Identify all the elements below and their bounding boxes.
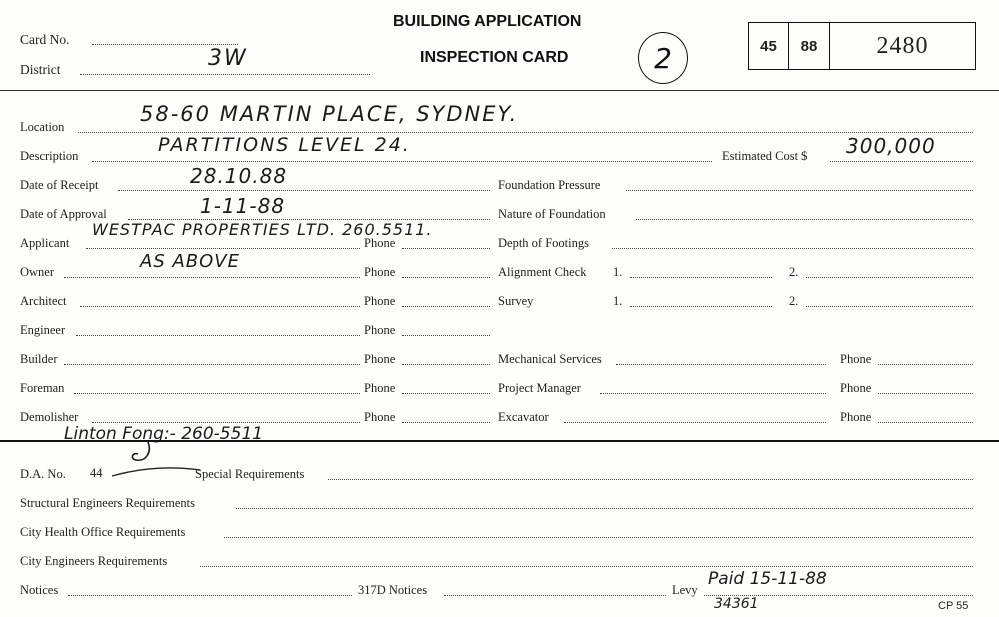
contact-note-flourish	[126, 440, 166, 466]
number-box-2: 88	[789, 23, 830, 69]
district-value: 3W	[208, 46, 248, 71]
foreman-phone-line[interactable]	[402, 393, 490, 394]
location-label: Location	[20, 120, 65, 134]
owner-line[interactable]	[64, 277, 360, 278]
owner-label: Owner	[20, 265, 55, 279]
owner-phone-label: Phone	[364, 265, 396, 279]
alignment-check-label: Alignment Check	[498, 265, 587, 279]
district-line[interactable]	[80, 74, 370, 75]
engineer-phone-line[interactable]	[402, 335, 490, 336]
circled-number: 2	[638, 32, 688, 84]
mechanical-phone-line[interactable]	[878, 364, 973, 365]
number-box-3: 2480	[876, 32, 929, 59]
special-requirements-label: Special Requirements	[195, 467, 305, 481]
excavator-phone-label: Phone	[840, 410, 872, 424]
da-no-label: D.A. No.	[20, 467, 66, 481]
architect-phone-line[interactable]	[402, 306, 490, 307]
builder-phone-line[interactable]	[402, 364, 490, 365]
location-line[interactable]	[78, 132, 973, 133]
excavator-line[interactable]	[564, 422, 826, 423]
applicant-phone-line[interactable]	[402, 248, 490, 249]
receipt-value: 28.10.88	[190, 164, 288, 188]
health-label: City Health Office Requirements	[20, 525, 186, 539]
excavator-phone-line[interactable]	[878, 422, 973, 423]
health-line[interactable]	[224, 537, 973, 538]
alignment-item-1: 1.	[613, 265, 623, 279]
engineer-phone-label: Phone	[364, 323, 396, 337]
contact-note: Linton Fong:- 260-5511	[64, 424, 264, 444]
mechanical-phone-label: Phone	[840, 352, 872, 366]
depth-footings-line[interactable]	[612, 248, 973, 249]
owner-value: AS ABOVE	[140, 251, 240, 272]
foreman-label: Foreman	[20, 381, 65, 395]
engineer-line[interactable]	[76, 335, 360, 336]
survey-line-2[interactable]	[806, 306, 973, 307]
location-value: 58-60 MARTIN PLACE, SYDNEY.	[140, 102, 519, 126]
foundation-pressure-line[interactable]	[626, 190, 973, 191]
survey-item-1: 1.	[613, 294, 623, 308]
application-number-box	[748, 22, 976, 70]
nature-foundation-line[interactable]	[636, 219, 973, 220]
receipt-label: Date of Receipt	[20, 178, 99, 192]
form-code: CP 55	[938, 600, 969, 612]
applicant-value: WESTPAC PROPERTIES LTD. 260.5511.	[92, 220, 433, 239]
da-no-value: 44	[90, 466, 103, 480]
district-label: District	[20, 62, 61, 77]
title-line-2: INSPECTION CARD	[420, 49, 569, 66]
project-manager-line[interactable]	[600, 393, 826, 394]
notices-line[interactable]	[68, 595, 352, 596]
survey-line-1[interactable]	[630, 306, 772, 307]
mechanical-services-label: Mechanical Services	[498, 352, 602, 366]
approval-label: Date of Approval	[20, 207, 107, 221]
header-rule	[0, 90, 999, 91]
project-manager-phone-line[interactable]	[878, 393, 973, 394]
demolisher-label: Demolisher	[20, 410, 79, 424]
description-label: Description	[20, 149, 79, 163]
alignment-item-2: 2.	[789, 265, 799, 279]
builder-label: Builder	[20, 352, 58, 366]
alignment-line-1[interactable]	[630, 277, 772, 278]
description-line[interactable]	[92, 161, 712, 162]
foreman-line[interactable]	[74, 393, 360, 394]
foreman-phone-label: Phone	[364, 381, 396, 395]
levy-note: 34361	[714, 596, 759, 612]
estimated-cost-label: Estimated Cost $	[722, 149, 808, 163]
section-rule	[0, 440, 999, 442]
description-value: PARTITIONS LEVEL 24.	[158, 134, 411, 156]
architect-phone-label: Phone	[364, 294, 396, 308]
architect-label: Architect	[20, 294, 67, 308]
applicant-phone-label: Phone	[364, 236, 396, 250]
levy-label: Levy	[672, 583, 698, 597]
engineer-label: Engineer	[20, 323, 66, 337]
demolisher-line[interactable]	[92, 422, 360, 423]
notices-317d-line[interactable]	[444, 595, 666, 596]
builder-line[interactable]	[64, 364, 360, 365]
applicant-label: Applicant	[20, 236, 70, 250]
special-requirements-line[interactable]	[328, 479, 973, 480]
applicant-line[interactable]	[86, 248, 360, 249]
mechanical-services-line[interactable]	[616, 364, 826, 365]
notices-317d-label: 317D Notices	[358, 583, 428, 597]
depth-footings-label: Depth of Footings	[498, 236, 589, 250]
owner-phone-line[interactable]	[402, 277, 490, 278]
nature-foundation-label: Nature of Foundation	[498, 207, 606, 221]
demolisher-phone-line[interactable]	[402, 422, 490, 423]
survey-item-2: 2.	[789, 294, 799, 308]
excavator-label: Excavator	[498, 410, 549, 424]
receipt-line[interactable]	[118, 190, 490, 191]
estimated-cost-line[interactable]	[830, 161, 973, 162]
estimated-cost-value: 300,000	[846, 134, 936, 158]
approval-value: 1-11-88	[200, 194, 286, 218]
card-no-line[interactable]	[92, 44, 238, 45]
title-line-1: BUILDING APPLICATION	[393, 13, 582, 30]
alignment-line-2[interactable]	[806, 277, 973, 278]
structural-label: Structural Engineers Requirements	[20, 496, 195, 510]
architect-line[interactable]	[80, 306, 360, 307]
number-box-1: 45	[749, 23, 789, 69]
card-no-label: Card No.	[20, 32, 70, 47]
structural-line[interactable]	[236, 508, 973, 509]
city-engineers-line[interactable]	[200, 566, 973, 567]
foundation-pressure-label: Foundation Pressure	[498, 178, 601, 192]
city-engineers-label: City Engineers Requirements	[20, 554, 168, 568]
builder-phone-label: Phone	[364, 352, 396, 366]
demolisher-phone-label: Phone	[364, 410, 396, 424]
levy-value: Paid 15-11-88	[708, 569, 827, 589]
notices-label: Notices	[20, 583, 59, 597]
project-manager-label: Project Manager	[498, 381, 581, 395]
da-no-stroke	[110, 464, 202, 480]
survey-label: Survey	[498, 294, 534, 308]
project-manager-phone-label: Phone	[840, 381, 872, 395]
